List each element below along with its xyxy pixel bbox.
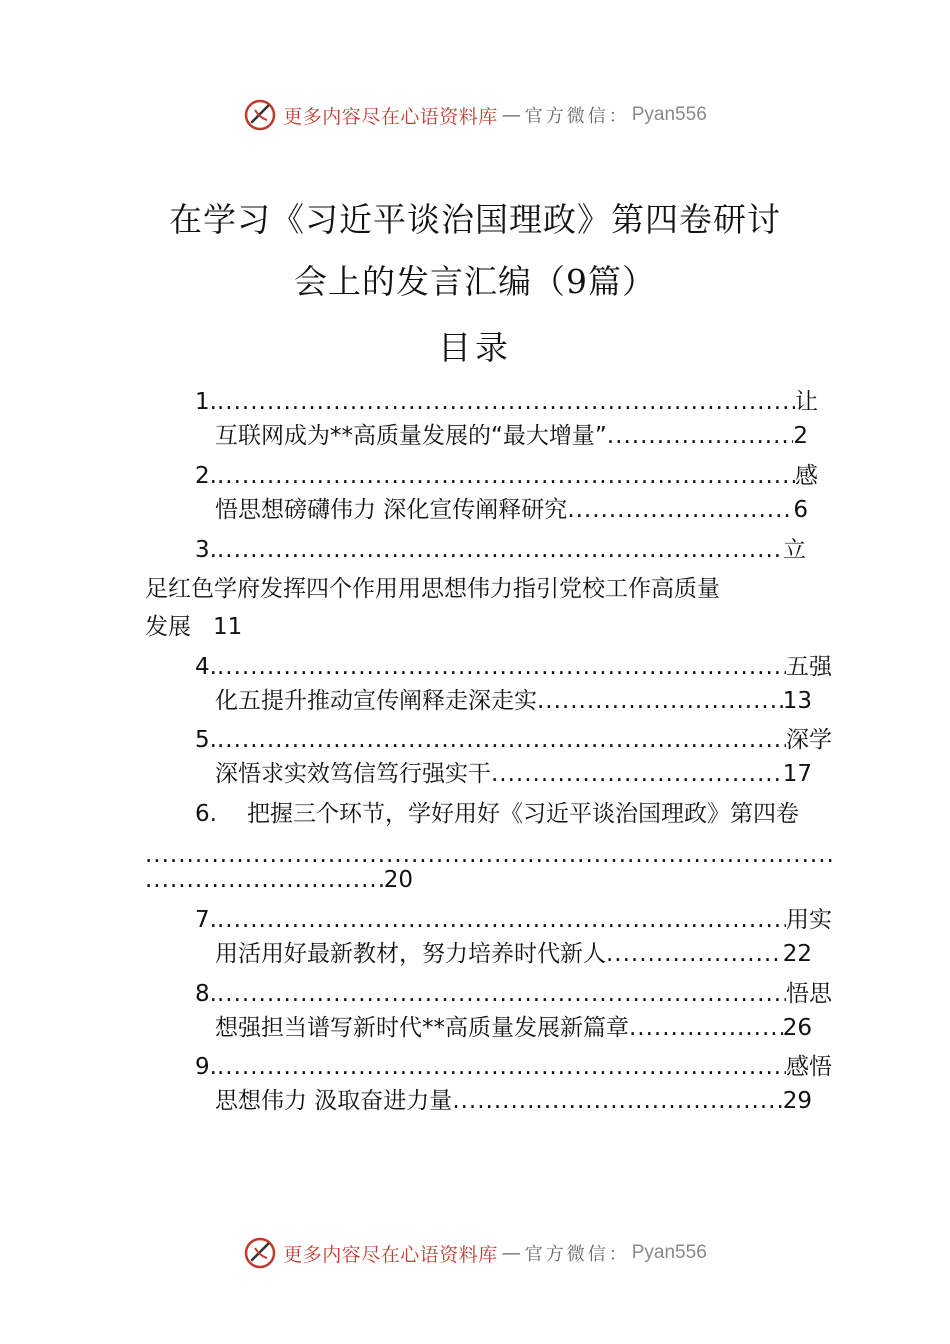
toc-entry-page: 20	[383, 867, 413, 893]
toc-entry-page: 13	[782, 688, 812, 714]
toc-entry-body: 用活用好最新教材，努力培养时代新人	[215, 941, 606, 967]
dot-leader	[217, 650, 786, 684]
toc-entry-2-line2[interactable]	[215, 493, 808, 527]
toc-entry-page: 17	[782, 761, 812, 787]
toc-entry-3-line3[interactable]	[145, 610, 445, 644]
watermark-wechat-label: 官方微信：	[524, 1244, 630, 1265]
toc-entry-head: 感	[795, 463, 818, 489]
toc-entry-5-line1[interactable]	[195, 723, 832, 757]
toc-entry-6-line3[interactable]	[145, 863, 413, 897]
toc-entry-7-line1[interactable]	[195, 903, 832, 937]
toc-entry-head: 把握三个环节，学好用好《习近平谈治国理政》第四卷	[246, 801, 799, 827]
toc-entry-head: 让	[795, 389, 818, 415]
dot-leader	[217, 459, 795, 493]
toc-entry-number: 4.	[195, 654, 217, 680]
toc-entry-head: 五强	[786, 654, 832, 680]
toc-entry-body: 深悟求实效笃信笃行强实干	[215, 761, 491, 787]
dot-leader	[217, 903, 786, 937]
watermark-brand: 更多内容尽在心语资料库	[283, 105, 498, 128]
toc-entry-9-line2[interactable]	[215, 1084, 812, 1118]
watermark-separator: —	[501, 104, 521, 126]
dot-leader	[629, 1011, 783, 1045]
watermark-separator: —	[501, 1242, 521, 1264]
toc-entry-3-line2[interactable]	[145, 572, 825, 606]
brand-logo-icon	[243, 98, 277, 132]
toc-entry-body: 想强担当谱写新时代**高质量发展新篇章	[215, 1015, 629, 1041]
dot-leader	[217, 723, 786, 757]
toc-entry-page: 29	[782, 1088, 812, 1114]
watermark-wechat-id: Pyan556	[631, 1242, 707, 1263]
watermark-header	[0, 95, 950, 135]
toc-entry-body: 思想伟力 汲取奋进力量	[215, 1088, 453, 1114]
toc-entry-7-line2[interactable]	[215, 937, 812, 971]
watermark-footer	[0, 1233, 950, 1273]
watermark-wechat-id: Pyan556	[631, 104, 707, 125]
toc-entry-body: 悟思想磅礴伟力 深化宣传阐释研究	[215, 497, 568, 523]
toc-entry-8-line1[interactable]	[195, 977, 832, 1011]
dot-leader	[145, 863, 384, 897]
dot-leader	[606, 937, 783, 971]
toc-entry-1-line1[interactable]	[195, 385, 818, 419]
toc-entry-body: 发展	[145, 614, 191, 640]
toc-entry-4-line2[interactable]	[215, 684, 812, 718]
toc-entry-page: 22	[782, 941, 812, 967]
toc-entry-number: 8.	[195, 981, 217, 1007]
dot-leader	[491, 757, 783, 791]
toc-entry-number: 6.	[195, 801, 217, 827]
toc-entry-page: 26	[782, 1015, 812, 1041]
toc-entry-number: 3.	[195, 537, 217, 563]
toc-entry-page: 6	[793, 497, 808, 523]
dot-leader	[217, 533, 783, 567]
toc-entry-body: 足红色学府发挥四个作用用思想伟力指引党校工作高质量	[145, 576, 720, 602]
toc-heading: 目录	[438, 328, 512, 367]
dot-leader	[217, 385, 795, 419]
toc-entry-1-line2[interactable]	[215, 419, 808, 453]
toc-entry-5-line2[interactable]	[215, 757, 812, 791]
dot-leader	[217, 977, 786, 1011]
toc-entry-page: 11	[213, 614, 243, 640]
toc-entry-head: 深学	[786, 727, 832, 753]
dot-leader	[452, 1084, 782, 1118]
toc-entry-head: 悟思	[786, 981, 832, 1007]
toc-entry-9-line1[interactable]	[195, 1050, 832, 1084]
toc-entry-6-line1[interactable]	[195, 797, 835, 831]
toc-entry-head: 立	[783, 537, 806, 563]
toc-entry-number: 5.	[195, 727, 217, 753]
toc-entry-number: 7.	[195, 907, 217, 933]
toc-entry-head: 感悟	[786, 1054, 832, 1080]
dot-leader	[217, 1050, 786, 1084]
watermark-wechat-label: 官方微信：	[524, 106, 630, 127]
dot-leader	[537, 684, 783, 718]
toc-entry-2-line1[interactable]	[195, 459, 818, 493]
toc-entry-body: 化五提升推动宣传阐释走深走实	[215, 688, 537, 714]
toc-entry-8-line2[interactable]	[215, 1011, 812, 1045]
toc-entry-body: 互联网成为**高质量发展的“最大增量”	[215, 423, 607, 449]
toc-entry-number: 2.	[195, 463, 217, 489]
watermark-brand: 更多内容尽在心语资料库	[283, 1243, 498, 1266]
toc-entry-page: 2	[793, 423, 808, 449]
dot-leader	[607, 419, 794, 453]
toc-entry-3-line1[interactable]	[195, 533, 806, 567]
toc-entry-head: 用实	[786, 907, 832, 933]
brand-logo-icon	[243, 1236, 277, 1270]
toc-entry-4-line1[interactable]	[195, 650, 832, 684]
document-title-line1: 在学习《习近平谈治国理政》第四卷研讨	[169, 200, 781, 239]
document-title-line2: 会上的发言汇编（9篇）	[294, 262, 656, 301]
dot-leader	[567, 493, 793, 527]
toc-entry-number: 1.	[195, 389, 217, 415]
toc-entry-number: 9.	[195, 1054, 217, 1080]
